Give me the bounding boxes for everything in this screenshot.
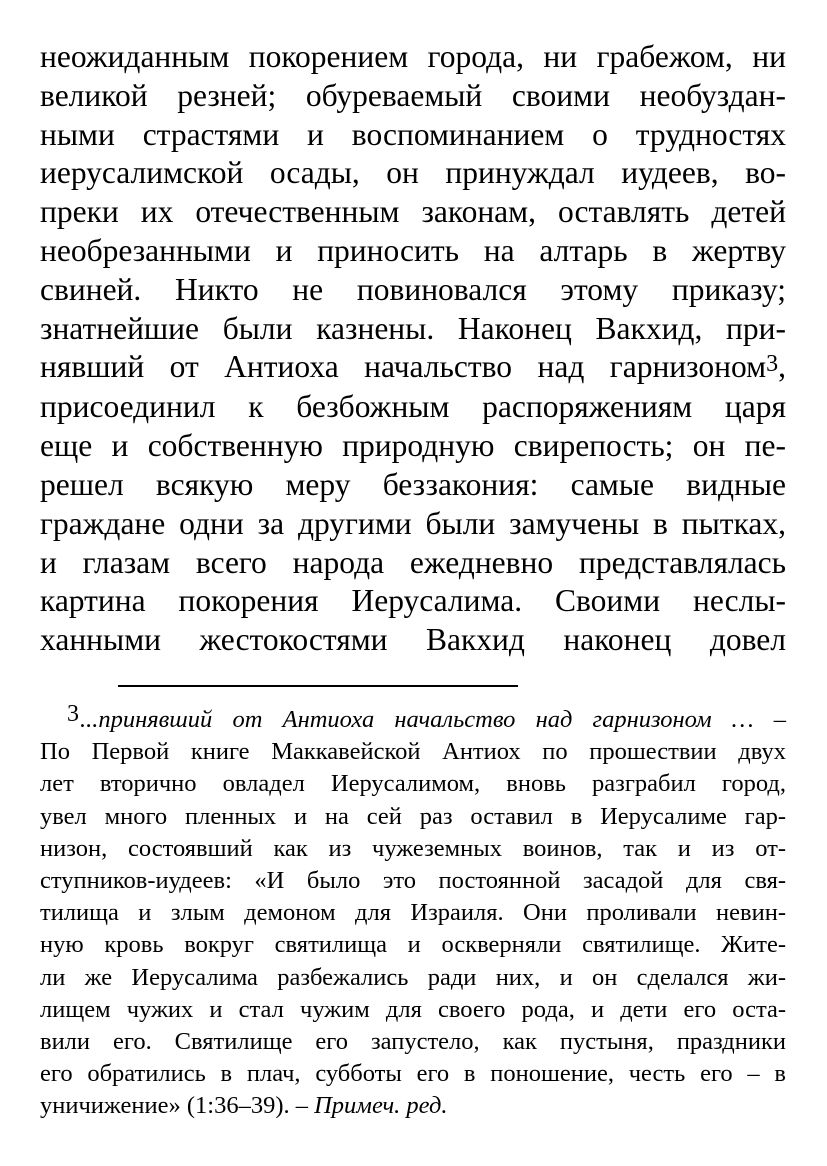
footnote-citation: уничижение» (1:36–39). – — [40, 1092, 315, 1120]
footnote-line: его обратились в плач, субботы его в поношение, честь его – в — [40, 1060, 786, 1088]
footnote-title-dash: – — [753, 706, 787, 733]
footnote-line: лет вторично овладел Иерусалимом, вновь разграбил город, — [40, 770, 786, 798]
text-line: свиней. Никто не повиновался этому приказу; — [40, 271, 786, 307]
footnote-line: тилища и злым демоном для Израиля. Они проливали невин- — [40, 899, 786, 927]
text-line: необрезанными и приносить на алтарь в жертву — [40, 232, 786, 268]
text-line: знатнейшие были казнены. Наконец Вакхид, при- — [40, 310, 786, 346]
text-line: иерусалимской осады, он принуждал иудеев, во- — [40, 155, 786, 191]
footnote-line: ступников-иудеев: «И было это постоянной засадой для свя- — [40, 866, 786, 894]
text-line: великой резней; обуреваемый своими необуздан- — [40, 77, 786, 113]
footnote-marker: 3 — [67, 701, 79, 727]
text-line: преки их отечественным законам, оставлять детей — [40, 194, 786, 230]
footnote-block — [40, 701, 787, 1122]
footnote-line: увел много пленных и на сей раз оставил в Иерусалиме гар- — [40, 802, 786, 830]
footnote-quote-title: ...принявший от Антиоха начальство над гарнизоном … — [80, 706, 754, 733]
text-line-part: нявший от Антиоха начальство над гарнизоном — [40, 349, 767, 385]
text-line: и глазам всего народа ежедневно представлялась — [40, 544, 786, 580]
footnote-separator — [118, 685, 518, 687]
footnote-line: лищем чужих и стал чужим для своего рода, и дети его оста- — [40, 995, 786, 1023]
footnote-title-line — [40, 701, 787, 736]
text-line-part: , — [778, 349, 786, 385]
footnote-line: низон, состоявший как из чужеземных воинов, так и из от- — [40, 834, 786, 862]
footnote-reference[interactable]: 3 — [766, 351, 779, 378]
footnote-line: ли же Иерусалима разбежались ради них, и он сделался жи- — [40, 963, 786, 991]
text-line: картина покорения Иерусалима. Своими неслы- — [40, 583, 786, 619]
text-line: ными страстями и воспоминанием о трудностях — [40, 116, 786, 152]
main-text-block — [40, 38, 786, 660]
footnote-line: По Первой книге Маккавейской Антиох по прошествии двух — [40, 738, 786, 766]
footnote-last-line — [40, 1090, 786, 1122]
text-line: решел всякую меру беззакония: самые видные — [40, 466, 786, 502]
text-line-with-note — [40, 348, 786, 388]
footnote-line: ную кровь вокруг святилища и оскверняли святилище. Жите- — [40, 931, 786, 959]
text-line: граждане одни за другими были замучены в пытках, — [40, 505, 786, 541]
text-line: ханными жестокостями Вакхид наконец довел — [40, 622, 786, 658]
editor-note-label: Примеч. ред. — [314, 1092, 448, 1120]
text-line: еще и собственную природную свирепость; он пе- — [40, 428, 786, 464]
text-line: присоединил к безбожным распоряжениям царя — [40, 389, 786, 425]
footnote-line: вили его. Святилище его запустело, как пустыня, праздники — [40, 1027, 786, 1055]
text-line: неожиданным покорением города, ни грабежом, ни — [40, 39, 786, 74]
